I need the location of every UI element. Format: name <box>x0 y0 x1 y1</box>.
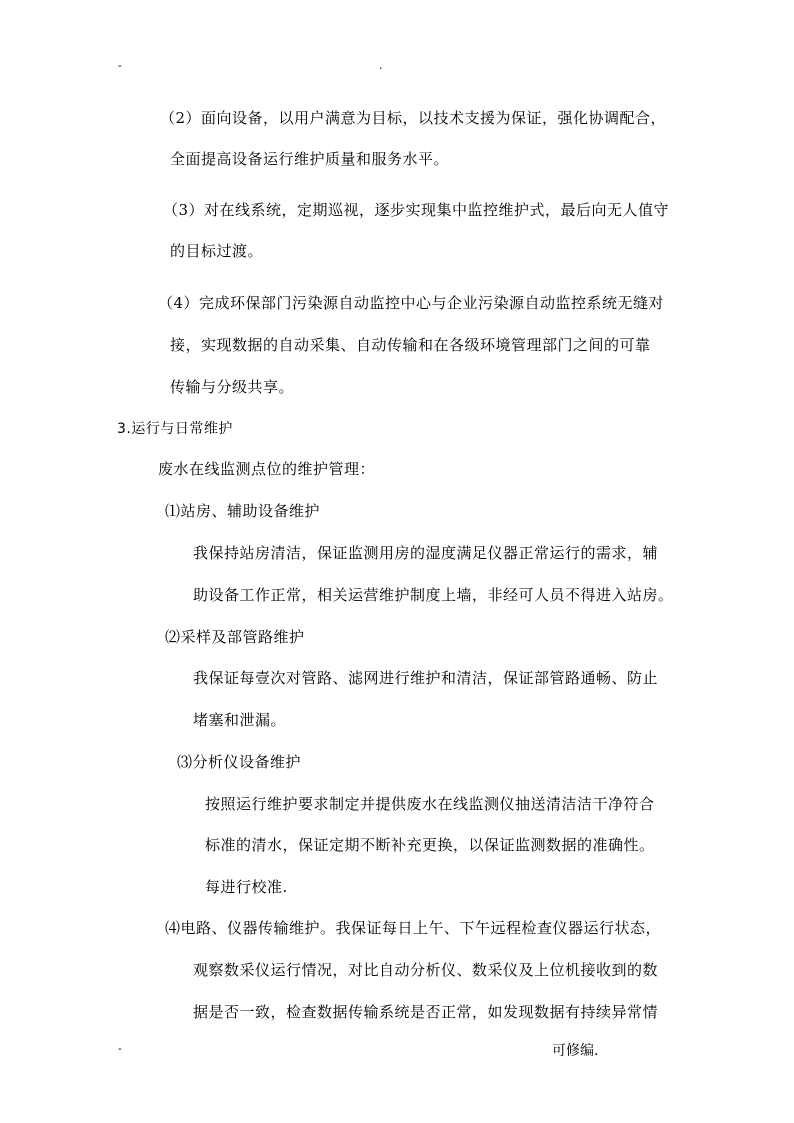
item-1-title: ⑴站房、辅助设备维护 <box>165 502 321 520</box>
item-1-line2: 助设备工作正常，相关运营维护制度上墙，非经可人员不得进入站房。 <box>193 586 674 604</box>
section-3-title: 3.运行与日常维护 <box>117 421 233 437</box>
p3-line1: （3）对在线系统，定期巡视，逐步实现集中监控维护式，最后向无人值守 <box>163 201 670 219</box>
p4-line3: 传输与分级共享。 <box>170 378 295 396</box>
header-left-mark: - <box>118 59 122 72</box>
item-2-title: ⑵采样及部管路维护 <box>165 628 305 646</box>
item-3-line2: 标准的清水，保证定期不断补充更换，以保证监测数据的准确性。 <box>205 836 655 854</box>
header-center-mark: . <box>379 59 383 72</box>
p2-line1: （2）面向设备，以用户满意为目标，以技术支援为保证，强化协调配合， <box>160 109 667 127</box>
editable-note: 可修编. <box>552 1043 599 1059</box>
footer-left-mark: - <box>118 1042 122 1055</box>
item-2-line2: 堵塞和泄漏。 <box>193 711 287 729</box>
maintenance-intro: 废水在线监测点位的维护管理： <box>158 460 376 478</box>
item-2-line1: 我保证每壹次对管路、滤网进行维护和清洁，保证部管路通畅、防止 <box>193 669 659 687</box>
p4-line2: 接，实现数据的自动采集、自动传输和在各级环境管理部门之间的可靠 <box>170 336 651 354</box>
item-4-line2: 观察数采仪运行情况，对比自动分析仪、数采仪及上位机接收到的数 <box>193 961 659 979</box>
item-3-title: ⑶分析仪设备维护 <box>177 753 302 771</box>
item-4-line3: 据是否一致，检查数据传输系统是否正常，如发现数据有持续异常情 <box>193 1003 659 1021</box>
p2-line2: 全面提高设备运行维护质量和服务水平。 <box>170 150 450 168</box>
p3-line2: 的目标过渡。 <box>170 242 264 260</box>
item-1-line1: 我保持站房清洁，保证监测用房的湿度满足仪器正常运行的需求，辅 <box>193 544 659 562</box>
p4-line1: （4）完成环保部门污染源自动监控中心与企业污染源自动监控系统无缝对 <box>158 294 665 312</box>
item-3-line3: 每进行校准. <box>205 878 288 896</box>
item-4-line1: ⑷电路、仪器传输维护。我保证每日上午、下午远程检查仪器运行状态， <box>165 919 662 937</box>
item-3-line1: 按照运行维护要求制定并提供废水在线监测仪抽送清洁洁干净符合 <box>205 795 655 813</box>
